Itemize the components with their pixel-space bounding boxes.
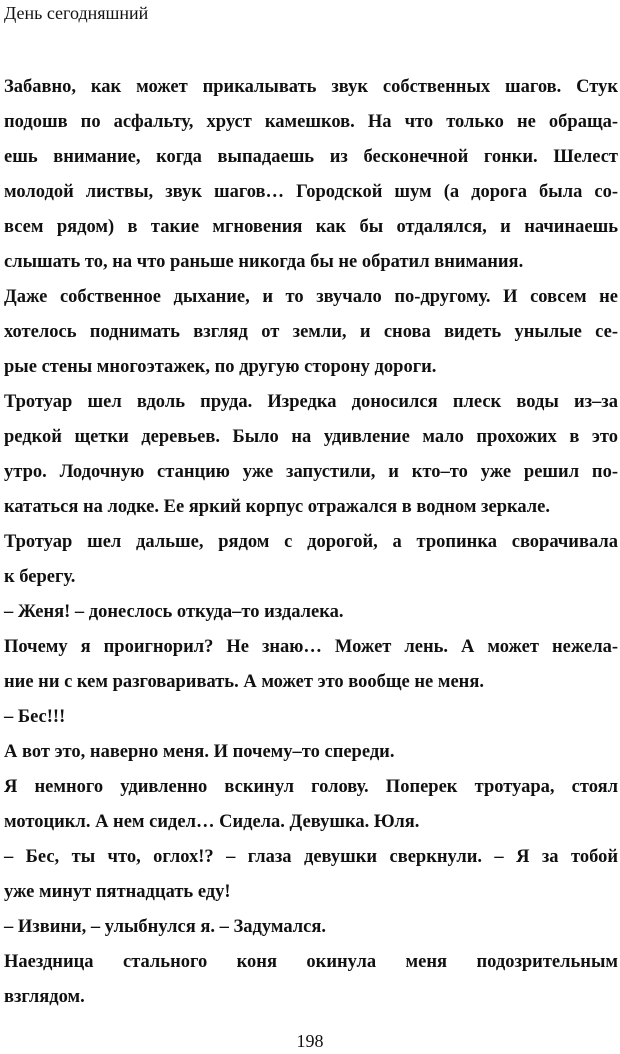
running-header: День сегодняшний bbox=[4, 3, 149, 23]
text-line: Наездница стального коня окинула меня подозрительным bbox=[4, 952, 618, 972]
text-line: Забавно, как может прикалывать звук собственных шагов. Стук bbox=[4, 77, 618, 97]
text-line: ние ни с кем разговаривать. А может это вообще не меня. bbox=[4, 672, 484, 692]
text-line: – Бес, ты что, оглох!? – глаза девушки сверкнули. – Я за тобой bbox=[4, 847, 618, 867]
text-line: ешь внимание, когда выпадаешь из бесконечной гонки. Шелест bbox=[4, 147, 618, 167]
text-line: рые стены многоэтажек, по другую сторону дороги. bbox=[4, 357, 437, 377]
text-line: подошв по асфальту, хруст камешков. На что только не обраща- bbox=[4, 112, 618, 132]
text-line: уже минут пятнадцать еду! bbox=[4, 882, 231, 902]
paragraph-12 bbox=[4, 945, 618, 1015]
text-line: хотелось поднимать взгляд от земли, и снова видеть унылые се- bbox=[4, 322, 618, 342]
page-number: 198 bbox=[296, 1031, 324, 1051]
text-line: редкой щетки деревьев. Было на удивление мало прохожих в это bbox=[4, 427, 618, 447]
text-line: – Женя! – донеслось откуда–то издалека. bbox=[4, 602, 344, 622]
text-line: – Извини, – улыбнулся я. – Задумался. bbox=[4, 917, 326, 937]
text-line: Почему я проигнорил? Не знаю… Может лень. А может нежела- bbox=[4, 637, 618, 657]
text-line: всем рядом) в такие мгновения как бы отдалялся, и начинаешь bbox=[4, 217, 618, 237]
paragraph-10 bbox=[4, 840, 618, 910]
paragraph-3 bbox=[4, 385, 618, 525]
paragraph-11 bbox=[4, 910, 618, 945]
paragraph-7 bbox=[4, 700, 618, 735]
text-line: мотоцикл. А нем сидел… Сидела. Девушка. Юля. bbox=[4, 812, 420, 832]
paragraph-5 bbox=[4, 595, 618, 630]
paragraph-8 bbox=[4, 735, 618, 770]
text-line: Тротуар шел вдоль пруда. Изредка доносился плеск воды из–за bbox=[4, 392, 618, 412]
page-body bbox=[4, 70, 618, 1015]
paragraph-6 bbox=[4, 630, 618, 700]
text-line: взглядом. bbox=[4, 987, 85, 1007]
text-line: кататься на лодке. Ее яркий корпус отражался в водном зеркале. bbox=[4, 497, 550, 517]
text-line: Я немного удивленно вскинул голову. Поперек тротуара, стоял bbox=[4, 777, 618, 797]
text-line: Даже собственное дыхание, и то звучало по-другому. И совсем не bbox=[4, 287, 618, 307]
paragraph-1 bbox=[4, 70, 618, 280]
text-line: Тротуар шел дальше, рядом с дорогой, а тропинка сворачивала bbox=[4, 532, 618, 552]
paragraph-2 bbox=[4, 280, 618, 385]
text-line: утро. Лодочную станцию уже запустили, и кто–то уже решил по- bbox=[4, 462, 618, 482]
paragraph-9 bbox=[4, 770, 618, 840]
paragraph-4 bbox=[4, 525, 618, 595]
text-line: – Бес!!! bbox=[4, 707, 66, 727]
text-line: молодой листвы, звук шагов… Городской шум (а дорога была со- bbox=[4, 182, 618, 202]
text-line: слышать то, на что раньше никогда бы не обратил внимания. bbox=[4, 252, 524, 272]
text-line: А вот это, наверно меня. И почему–то спереди. bbox=[4, 742, 395, 762]
text-line: к берегу. bbox=[4, 567, 76, 587]
